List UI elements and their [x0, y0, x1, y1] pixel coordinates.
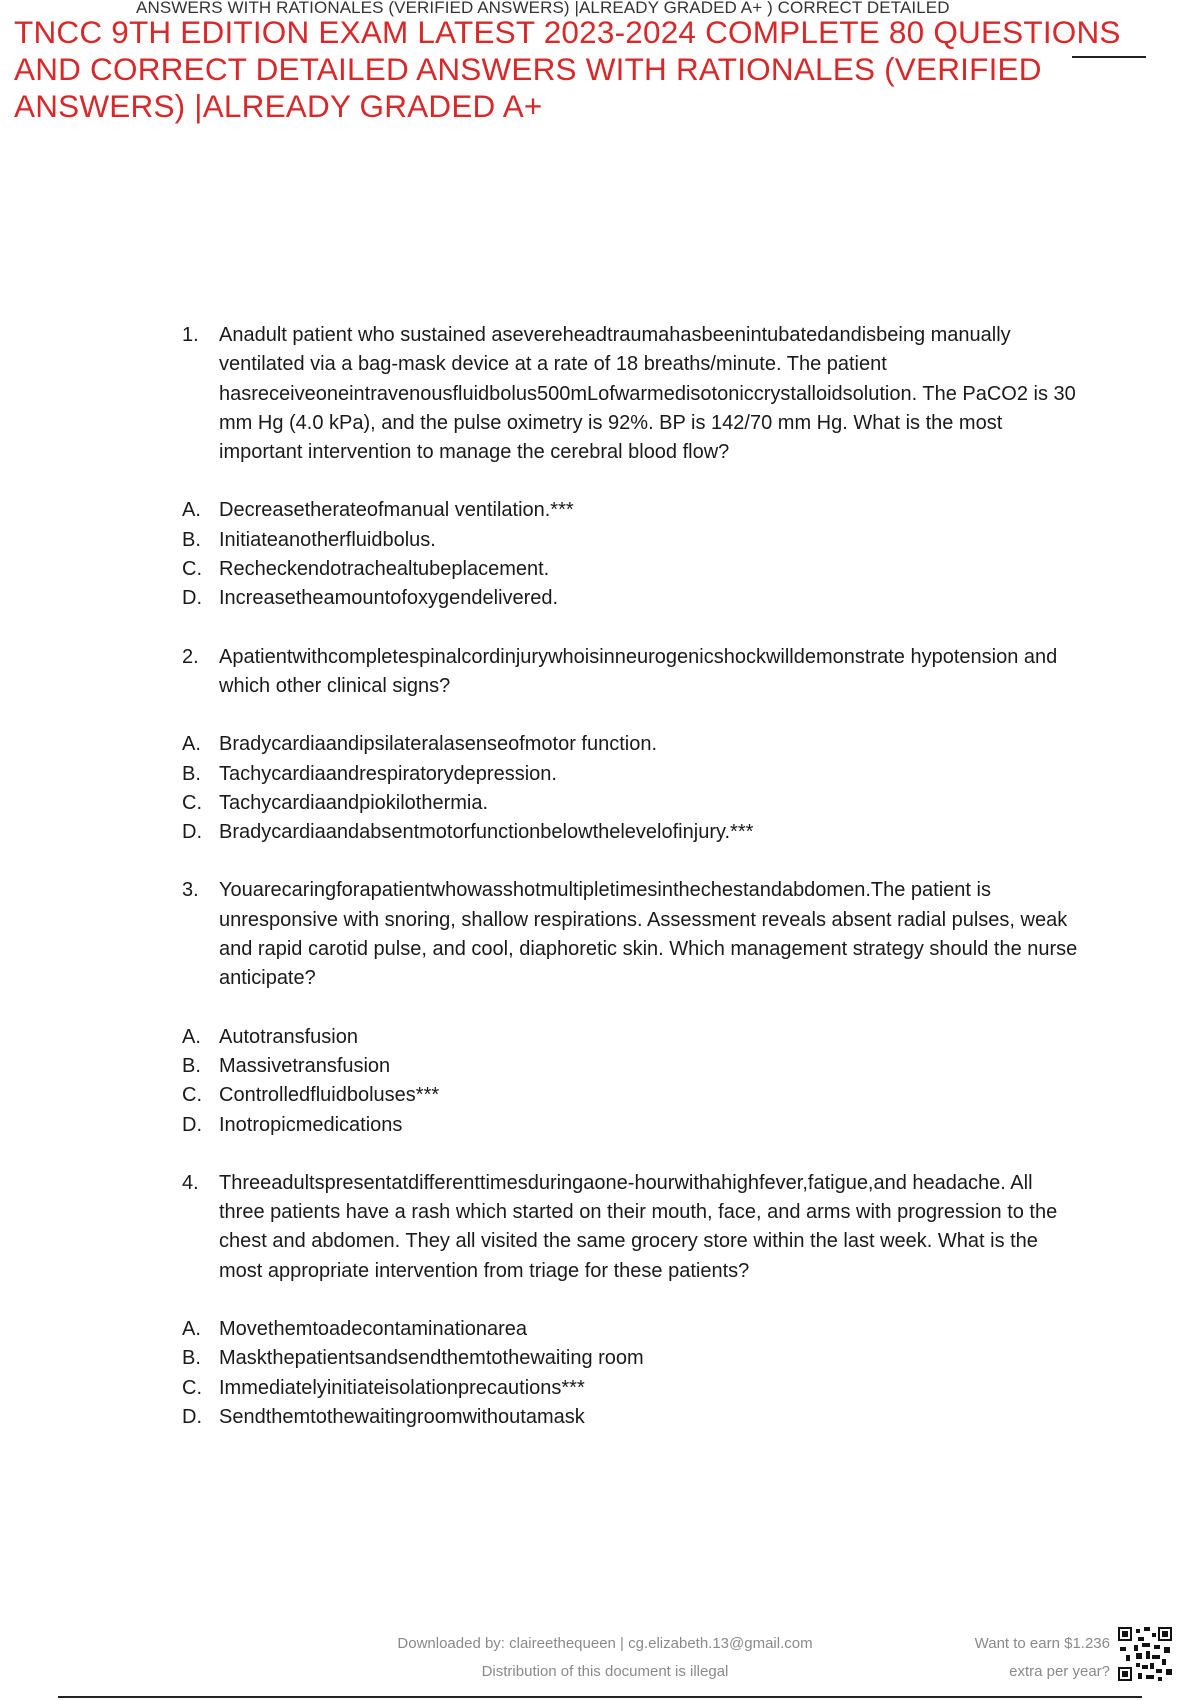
question-text: Anadult patient who sustained asevereheadtraumahasbeenintubatedandisbeing manually ventilated via a bag-mask device at a rate of 18 breaths/minute. The patient hasreceiveoneintravenousfluidbolus500mLofwarmedisotoniccrystalloidsolution. The PaCO2 is 30 mm Hg (4.0 kPa), and the pulse oximetry is 92%. BP is 142/70 mm Hg. What is the most important intervention to manage the cerebral blood flow?	[219, 324, 1076, 464]
question-3	[182, 876, 1082, 1139]
question-2	[182, 643, 1082, 848]
option-text: Movethemtoadecontaminationarea	[219, 1318, 527, 1341]
option-text: Recheckendotrachealtubeplacement.	[219, 558, 550, 581]
option-letter: A.	[182, 499, 201, 522]
option-text: Sendthemtothewaitingroomwithoutamask	[219, 1405, 585, 1428]
option-text: Tachycardiaandrespiratorydepression.	[219, 762, 557, 785]
question-list	[182, 321, 1082, 1461]
option-text: Massivetransfusion	[219, 1054, 391, 1077]
option-letter: A.	[182, 733, 201, 756]
distribution-notice: Distribution of this document is illegal	[481, 1663, 729, 1680]
question-4	[182, 1169, 1082, 1432]
option-letter: B.	[182, 1054, 201, 1077]
answer-option	[182, 818, 1082, 847]
option-letter: C.	[182, 1376, 202, 1399]
answer-option	[182, 1111, 1082, 1140]
question-number: 2.	[182, 645, 199, 668]
answer-option	[182, 730, 1082, 759]
option-text: Tachycardiaandpiokilothermia.	[219, 791, 489, 814]
footer-divider	[58, 1696, 1142, 1698]
qr-code-icon[interactable]	[1118, 1627, 1172, 1681]
option-letter: D.	[182, 1405, 202, 1428]
answer-option	[182, 1374, 1082, 1403]
question-stem	[182, 876, 1082, 993]
option-letter: B.	[182, 1347, 201, 1370]
answer-option	[182, 526, 1082, 555]
option-text: Autotransfusion	[219, 1025, 358, 1048]
question-number: 3.	[182, 879, 199, 902]
option-letter: B.	[182, 762, 201, 785]
earn-promo-line-2: extra per year?	[1009, 1663, 1110, 1680]
option-text: Controlledfluidboluses***	[219, 1084, 440, 1107]
option-text: Increasetheamountofoxygendelivered.	[219, 587, 559, 610]
answer-option	[182, 1403, 1082, 1432]
question-1	[182, 321, 1082, 614]
option-text: Maskthepatientsandsendthemtothewaiting room	[219, 1347, 644, 1370]
answer-option	[182, 760, 1082, 789]
download-footer	[380, 1630, 830, 1686]
earn-promo-line-1: Want to earn $1.236	[974, 1635, 1110, 1652]
option-text: Bradycardiaandabsentmotorfunctionbelowthelevelofinjury.***	[219, 821, 754, 844]
answer-option	[182, 789, 1082, 818]
answer-option	[182, 1081, 1082, 1110]
question-text: Threeadultspresentatdifferenttimesduringaone-hourwithahighfever,fatigue,and headache. All three patients have a rash which started on their mouth, face, and arms with progression to the chest and abdomen. They all visited the same grocery store within the last week. What is the most appropriate intervention from triage for these patients?	[219, 1171, 1058, 1282]
earn-promo[interactable]	[930, 1630, 1110, 1686]
answer-option	[182, 1023, 1082, 1052]
option-letter: D.	[182, 1113, 202, 1136]
answer-option	[182, 1315, 1082, 1344]
answer-option	[182, 496, 1082, 525]
answer-option	[182, 1344, 1082, 1373]
option-text: Inotropicmedications	[219, 1113, 403, 1136]
option-text: Decreasetherateofmanual ventilation.***	[219, 499, 574, 522]
question-stem	[182, 1169, 1082, 1286]
option-letter: D.	[182, 821, 202, 844]
option-letter: C.	[182, 791, 202, 814]
option-letter: A.	[182, 1318, 201, 1341]
question-stem	[182, 321, 1082, 467]
option-letter: C.	[182, 558, 202, 581]
answer-option	[182, 1052, 1082, 1081]
option-letter: A.	[182, 1025, 201, 1048]
downloaded-by-text: Downloaded by: claireethequeen | cg.elizabeth.13@gmail.com	[397, 1635, 813, 1652]
option-text: Bradycardiaandipsilateralasenseofmotor function.	[219, 733, 658, 756]
question-text: Youarecaringforapatientwhowasshotmultipletimesinthechestandabdomen.The patient is unresponsive with snoring, shallow respirations. Assessment reveals absent radial pulses, weak and rapid carotid pulse, and cool, diaphoretic skin. Which management strategy should the nurse anticipate?	[219, 879, 1078, 990]
document-title: TNCC 9TH EDITION EXAM LATEST 2023-2024 COMPLETE 80 QUESTIONS AND CORRECT DETAILED ANSWERS WITH RATIONALES (VERIFIED ANSWERS) |ALREADY GRADED A+	[14, 14, 1121, 124]
option-letter: B.	[182, 528, 201, 551]
answer-option	[182, 555, 1082, 584]
question-stem	[182, 643, 1082, 702]
option-letter: C.	[182, 1084, 202, 1107]
question-text: Apatientwithcompletespinalcordinjurywhoisinneurogenicshockwilldemonstrate hypotension and which other clinical signs?	[219, 645, 1058, 697]
option-text: Initiateanotherfluidbolus.	[219, 528, 436, 551]
running-header: ANSWERS WITH RATIONALES (VERIFIED ANSWERS) |ALREADY GRADED A+ ) CORRECT DETAILED	[136, 0, 950, 17]
title-divider	[1072, 56, 1146, 58]
question-number: 1.	[182, 324, 199, 346]
answer-option	[182, 584, 1082, 613]
option-letter: D.	[182, 587, 202, 610]
question-number: 4.	[182, 1171, 199, 1194]
option-text: Immediatelyinitiateisolationprecautions***	[219, 1376, 585, 1399]
